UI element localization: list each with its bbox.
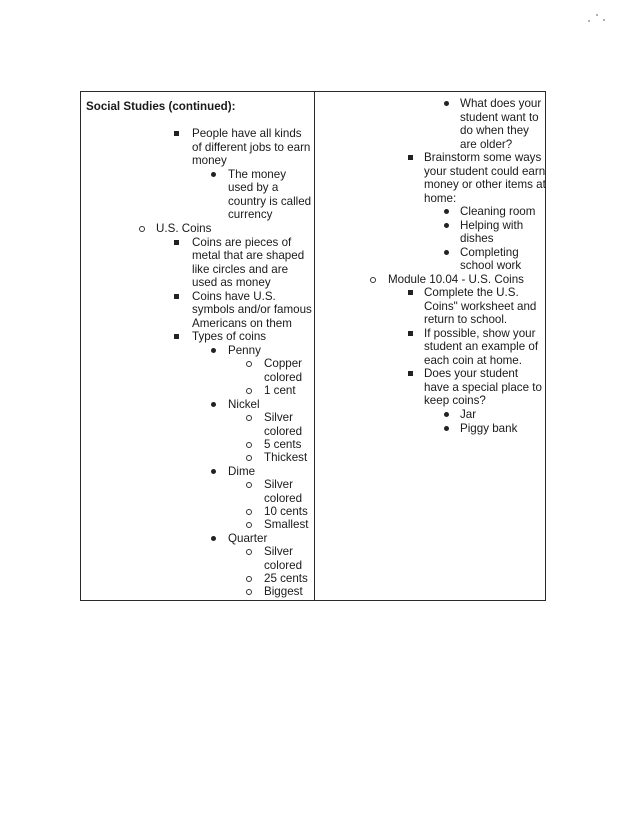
list-item: return to school.	[424, 313, 508, 326]
list-item: country is called	[228, 195, 312, 208]
dot-bullet	[444, 426, 449, 431]
list-item: Americans on them	[192, 317, 292, 330]
circle-bullet	[246, 576, 252, 582]
coin-name: Nickel	[228, 398, 260, 411]
dot-bullet	[444, 101, 449, 106]
list-item: metal that are shaped	[192, 249, 305, 262]
list-item: colored	[264, 425, 303, 438]
scan-speck	[588, 20, 590, 22]
list-item: currency	[228, 208, 273, 221]
list-item: like circles and are	[192, 263, 289, 276]
list-item: If possible, show your	[424, 327, 536, 340]
scan-speck	[603, 19, 605, 21]
circle-bullet	[246, 589, 252, 595]
scan-speck	[596, 14, 598, 16]
list-item: U.S. Coins	[156, 222, 212, 235]
list-item: Thickest	[264, 451, 308, 464]
circle-bullet	[246, 442, 252, 448]
list-item: colored	[264, 559, 303, 572]
coin-name: Quarter	[228, 532, 268, 545]
square-bullet	[408, 155, 413, 160]
list-item: 5 cents	[264, 438, 302, 451]
circle-bullet	[370, 277, 376, 283]
dot-bullet	[211, 172, 216, 177]
circle-bullet	[246, 415, 252, 421]
dot-bullet	[444, 209, 449, 214]
list-item: school work	[460, 259, 522, 272]
list-item: Completing	[460, 246, 519, 259]
list-item: Silver	[264, 411, 293, 424]
list-item: Module 10.04 - U.S. Coins	[388, 273, 524, 286]
section-heading: Social Studies (continued):	[86, 100, 236, 113]
list-item: What does your	[460, 97, 542, 110]
circle-bullet	[246, 509, 252, 515]
square-bullet	[174, 131, 179, 136]
dot-bullet	[211, 536, 216, 541]
list-item: Cleaning room	[460, 205, 536, 218]
square-bullet	[174, 294, 179, 299]
list-item: student an example of	[424, 340, 539, 353]
circle-bullet	[246, 388, 252, 394]
circle-bullet	[139, 226, 145, 232]
dot-bullet	[444, 223, 449, 228]
list-item: Coins have U.S.	[192, 290, 276, 303]
list-item: Copper	[264, 357, 303, 370]
list-item: home:	[424, 192, 457, 205]
dot-bullet	[211, 348, 216, 353]
list-item: have a special place to	[424, 381, 542, 394]
coin-name: Penny	[228, 344, 261, 357]
list-item: Jar	[460, 408, 477, 421]
list-item: of different jobs to earn	[192, 141, 311, 154]
dot-bullet	[444, 412, 449, 417]
list-item: Does your student	[424, 367, 519, 380]
list-item: dishes	[460, 232, 494, 245]
list-item: symbols and/or famous	[192, 303, 312, 316]
circle-bullet	[246, 482, 252, 488]
dot-bullet	[211, 402, 216, 407]
list-item: Silver	[264, 478, 293, 491]
column-divider	[314, 92, 315, 600]
list-item: money or other items at	[424, 178, 546, 191]
list-item: 25 cents	[264, 572, 308, 585]
list-item: colored	[264, 492, 303, 505]
list-item: Silver	[264, 545, 293, 558]
list-item: Complete the U.S.	[424, 286, 519, 299]
list-item: Biggest	[264, 585, 303, 598]
list-item: 1 cent	[264, 384, 296, 397]
dot-bullet	[444, 250, 449, 255]
list-item: 10 cents	[264, 505, 308, 518]
list-item: Helping with	[460, 219, 524, 232]
list-item: used by a	[228, 181, 279, 194]
list-item: Smallest	[264, 518, 309, 531]
square-bullet	[408, 290, 413, 295]
list-item: Brainstorm some ways	[424, 151, 542, 164]
list-item: People have all kinds	[192, 127, 302, 140]
list-item: money	[192, 154, 227, 167]
square-bullet	[408, 331, 413, 336]
list-item: Coins are pieces of	[192, 236, 292, 249]
coin-name: Dime	[228, 465, 256, 478]
list-item: student want to	[460, 111, 539, 124]
list-item: Coins" worksheet and	[424, 300, 537, 313]
circle-bullet	[246, 455, 252, 461]
list-item: keep coins?	[424, 394, 486, 407]
circle-bullet	[246, 549, 252, 555]
list-item: are older?	[460, 138, 513, 151]
square-bullet	[174, 334, 179, 339]
list-item: your student could earn	[424, 165, 546, 178]
circle-bullet	[246, 361, 252, 367]
list-item: each coin at home.	[424, 354, 522, 367]
list-item: Types of coins	[192, 330, 267, 343]
circle-bullet	[246, 522, 252, 528]
list-item: colored	[264, 371, 303, 384]
list-item: used as money	[192, 276, 271, 289]
dot-bullet	[211, 469, 216, 474]
square-bullet	[408, 371, 413, 376]
list-item: do when they	[460, 124, 529, 137]
list-item: Piggy bank	[460, 422, 518, 435]
square-bullet	[174, 240, 179, 245]
list-item: The money	[228, 168, 286, 181]
